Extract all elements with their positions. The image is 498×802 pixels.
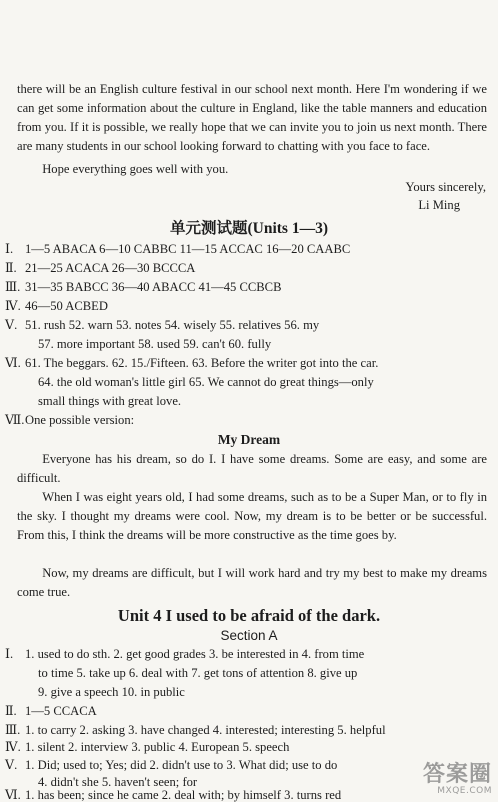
- answer-row-continued: 9. give a speech 10. in public: [38, 685, 185, 699]
- letter-signature: Li Ming: [418, 198, 460, 212]
- answer-text: 1. has been; since he came 2. deal with; by himself 3. turns red: [25, 788, 342, 802]
- essay-paragraph: Everyone has his dream, so do I. I have some dreams. Some are easy, and some are difficult.: [17, 452, 487, 485]
- unit4-heading: Unit 4 I used to be afraid of the dark.: [117, 606, 381, 625]
- answer-row-continued: 57. more important 58. used 59. can't 60. fully: [38, 337, 272, 351]
- answer-numeral: Ⅵ.: [5, 788, 21, 802]
- essay-paragraph: Now, my dreams are difficult, but I will work hard and try my best to make my dreams come true.: [17, 566, 487, 599]
- watermark-url: MXQE.COM: [437, 786, 492, 796]
- answer-row: Ⅲ. 1. to carry 2. asking 3. have changed 4. interested; interesting 5. helpful: [5, 723, 386, 737]
- letter-sign-off: Yours sincerely,: [405, 180, 486, 194]
- answer-row: Ⅴ. 1. Did; used to; Yes; did 2. didn't use to 3. What did; use to do: [5, 758, 338, 772]
- essay-title: My Dream: [217, 432, 281, 447]
- section-heading: Section A: [220, 628, 278, 643]
- unit-test-heading: 单元测试题(Units 1—3): [169, 220, 328, 237]
- answer-row: Ⅰ. 1. used to do sth. 2. get good grades 3. be interested in 4. from time: [5, 647, 365, 661]
- answer-row: Ⅰ. 1—5 ABACA 6—10 CABBC 11—15 ACCAC 16—20 CAABC: [5, 242, 351, 256]
- answer-row-continued: 64. the old woman's little girl 65. We cannot do great things—only: [38, 375, 374, 389]
- answer-row-continued: to time 5. take up 6. deal with 7. get tons of attention 8. give up: [38, 666, 358, 680]
- essay-paragraph: When I was eight years old, I had some dreams, such as to be a Super Man, or to fly in the sky. I thought my dreams were cool. Now, my dream is to be better or be successful. From this, I think the dreams will be more constructive as the time goes by.: [17, 490, 487, 542]
- answer-row: Ⅵ. 61. The beggars. 62. 15./Fifteen. 63. Before the writer got into the car.: [5, 356, 379, 370]
- watermark: [423, 764, 492, 796]
- answer-row: Ⅱ. 21—25 ACACA 26—30 BCCCA: [5, 261, 196, 275]
- answer-row: Ⅱ. 1—5 CCACA: [5, 704, 97, 718]
- answer-row: Ⅶ.One possible version:: [5, 413, 135, 427]
- answer-row: [5, 790, 341, 800]
- watermark-logo: 答案圈: [422, 762, 492, 787]
- letter-body: there will be an English culture festival in our school next month. Here I'm wondering if we can get some information about the culture in England, like the table manners and education from you. If it is possible, we really hope that we can invite you to join us next month. There are many students in our school looking forward to chatting with you face to face.: [17, 82, 487, 153]
- answer-row: Ⅲ. 31—35 BABCC 36—40 ABACC 41—45 CCBCB: [5, 280, 282, 294]
- answer-row-continued: small things with great love.: [38, 394, 182, 408]
- answer-row: Ⅳ. 46—50 ACBED: [5, 299, 108, 313]
- answer-row-continued: 4. didn't she 5. haven't seen; for: [38, 775, 198, 789]
- answer-row: Ⅳ. 1. silent 2. interview 3. public 4. European 5. speech: [5, 740, 290, 754]
- answer-row: Ⅴ. 51. rush 52. warn 53. notes 54. wisely 55. relatives 56. my: [5, 318, 320, 332]
- letter-closing: Hope everything goes well with you.: [42, 162, 229, 176]
